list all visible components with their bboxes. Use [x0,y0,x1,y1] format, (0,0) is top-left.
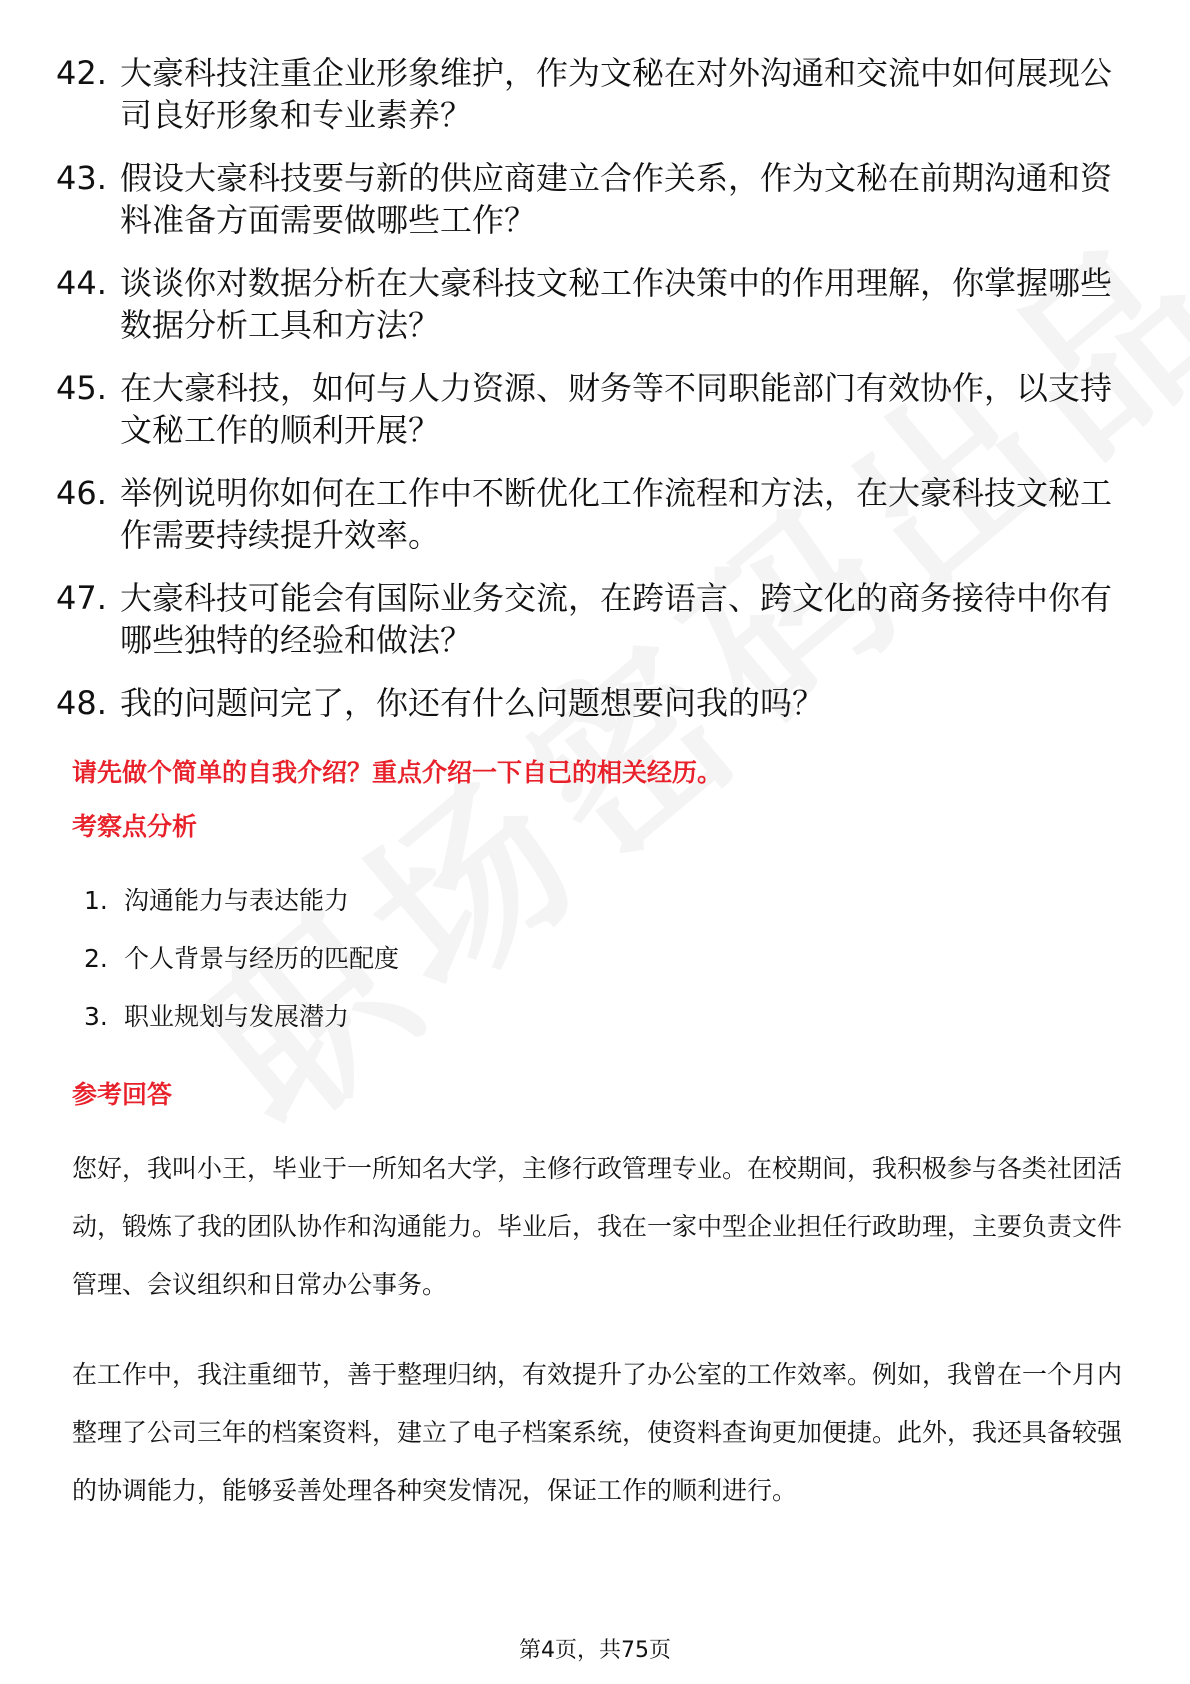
question-text: 假设大豪科技要与新的供应商建立合作关系，作为文秘在前期沟通和资料准备方面需要做哪些工作？ [120,159,1113,239]
question-number: 43. [56,159,107,197]
question-number: 48. [56,684,107,722]
list-item [56,367,1136,451]
question-text: 在大豪科技，如何与人力资源、财务等不同职能部门有效协作，以支持文秘工作的顺利开展？ [120,369,1113,449]
question-number: 42. [56,54,107,92]
question-number: 45. [56,369,107,407]
answer-paragraph: 您好，我叫小王，毕业于一所知名大学，主修行政管理专业。在校期间，我积极参与各类社团活动，锻炼了我的团队协作和沟通能力。毕业后，我在一家中型企业担任行政助理，主要负责文件管理、会议组织和日常办公事务。 [72,1154,1123,1299]
point-text: 个人背景与经历的匹配度 [124,944,400,973]
question-text: 我的问题问完了，你还有什么问题想要问我的吗？ [120,684,825,722]
question-number: 44. [56,264,107,302]
analysis-heading: 考察点分析 [72,812,198,841]
question-list [56,52,1136,745]
question-text: 大豪科技可能会有国际业务交流，在跨语言、跨文化的商务接待中你有哪些独特的经验和做法？ [120,579,1113,659]
list-item [56,577,1136,661]
list-item [56,52,1136,136]
question-number: 46. [56,474,107,512]
list-item [56,472,1136,556]
question-prompt: 请先做个简单的自我介绍？重点介绍一下自己的相关经历。 [72,758,723,787]
list-item [56,262,1136,346]
question-text: 举例说明你如何在工作中不断优化工作流程和方法，在大豪科技文秘工作需要持续提升效率。 [120,474,1113,554]
question-text: 大豪科技注重企业形象维护，作为文秘在对外沟通和交流中如何展现公司良好形象和专业素养？ [120,54,1113,134]
analysis-points [84,884,399,1058]
list-item [84,884,399,942]
question-text: 谈谈你对数据分析在大豪科技文秘工作决策中的作用理解，你掌握哪些数据分析工具和方法？ [120,264,1113,344]
point-text: 职业规划与发展潜力 [124,1002,350,1031]
list-item [56,157,1136,241]
point-number: 3. [84,1002,108,1031]
point-number: 2. [84,944,108,973]
list-item [56,682,1136,724]
list-item [84,942,399,1000]
point-number: 1. [84,886,108,915]
question-number: 47. [56,579,107,617]
answer-paragraph: 在工作中，我注重细节，善于整理归纳，有效提升了办公室的工作效率。例如，我曾在一个月内整理了公司三年的档案资料，建立了电子档案系统，使资料查询更加便捷。此外，我还具备较强的协调能力，能够妥善处理各种突发情况，保证工作的顺利进行。 [72,1360,1123,1505]
point-text: 沟通能力与表达能力 [124,886,350,915]
answer-heading: 参考回答 [72,1080,173,1109]
page-number: 第4页，共75页 [519,1638,671,1663]
list-item [84,1000,399,1058]
